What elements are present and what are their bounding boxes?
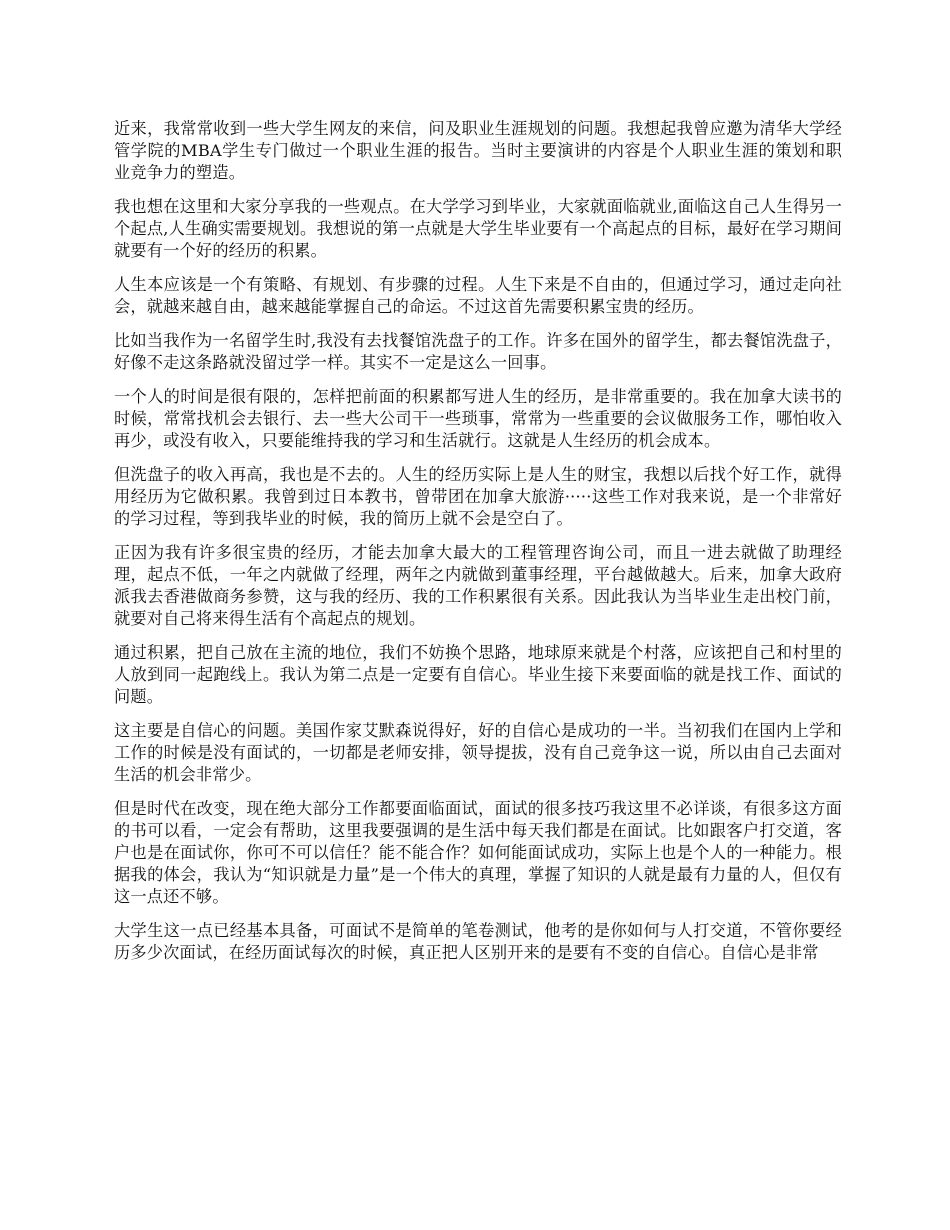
paragraph-8: 通过积累，把自己放在主流的地位，我们不妨换个思路，地球原来就是个村落，应该把自己和村里的人放到同一起跑线上。我认为第二点是一定要有自信心。毕业生接下来要面临的就是找工作、面试的问题。 [114, 643, 842, 706]
paragraph-3: 人生本应该是一个有策略、有规划、有步骤的过程。人生下来是不自由的，但通过学习，通过走向社会，就越来越自由，越来越能掌握自己的命运。不过这首先需要积累宝贵的经历。 [114, 275, 842, 316]
paragraph-5: 一个人的时间是很有限的，怎样把前面的积累都写进人生的经历，是非常重要的。我在加拿大读书的时候，常常找机会去银行、去一些大公司干一些琐事，常常为一些重要的会议做服务工作，哪怕收入再少，或没有收入，只要能维持我的学习和生活就行。这就是人生经历的机会成本。 [114, 387, 842, 450]
paragraph-11: 大学生这一点已经基本具备，可面试不是简单的笔卷测试，他考的是你如何与人打交道，不管你要经历多少次面试，在经历面试每次的时候，真正把人区别开来的是要有不变的自信心。自信心是非常 [114, 921, 842, 962]
document-body [114, 118, 842, 976]
paragraph-4: 比如当我作为一名留学生时,我没有去找餐馆洗盘子的工作。许多在国外的留学生，都去餐馆洗盘子，好像不走这条路就没留过学一样。其实不一定是这么一回事。 [114, 331, 842, 372]
paragraph-6: 但洗盘子的收入再高，我也是不去的。人生的经历实际上是人生的财宝，我想以后找个好工作，就得用经历为它做积累。我曾到过日本教书，曾带团在加拿大旅游·····这些工作对我来说，是一个非常好的学习过程，等到我毕业的时候，我的简历上就不会是空白了。 [114, 465, 842, 528]
paragraph-7: 正因为我有许多很宝贵的经历，才能去加拿大最大的工程管理咨询公司，而且一进去就做了助理经理，起点不低，一年之内就做了经理，两年之内就做到董事经理，平台越做越大。后来，加拿大政府派我去香港做商务参赞，这与我的经历、我的工作积累很有关系。因此我认为当毕业生走出校门前，就要对自己将来得生活有个高起点的规划。 [114, 543, 842, 628]
paragraph-1: 近来，我常常收到一些大学生网友的来信，问及职业生涯规划的问题。我想起我曾应邀为清华大学经管学院的MBA学生专门做过一个职业生涯的报告。当时主要演讲的内容是个人职业生涯的策划和职业竞争力的塑造。 [114, 119, 842, 182]
paragraph-2: 我也想在这里和大家分享我的一些观点。在大学学习到毕业，大家就面临就业,面临这自己人生得另一个起点,人生确实需要规划。我想说的第一点就是大学生毕业要有一个高起点的目标，最好在学习期间就要有一个好的经历的积累。 [114, 197, 842, 260]
paragraph-10: 但是时代在改变，现在绝大部分工作都要面临面试，面试的很多技巧我这里不必详谈，有很多这方面的书可以看，一定会有帮助，这里我要强调的是生活中每天我们都是在面试。比如跟客户打交道，客户也是在面试你，你可不可以信任？能不能合作？如何能面试成功，实际上也是个人的一种能力。根据我的体会，我认为“知识就是力量”是一个伟大的真理，掌握了知识的人就是最有力量的人，但仅有这一点还不够。 [114, 799, 842, 906]
paragraph-9: 这主要是自信心的问题。美国作家艾默森说得好，好的自信心是成功的一半。当初我们在国内上学和工作的时候是没有面试的，一切都是老师安排，领导提拔，没有自己竞争这一说，所以由自己去面对生活的机会非常少。 [114, 721, 842, 784]
